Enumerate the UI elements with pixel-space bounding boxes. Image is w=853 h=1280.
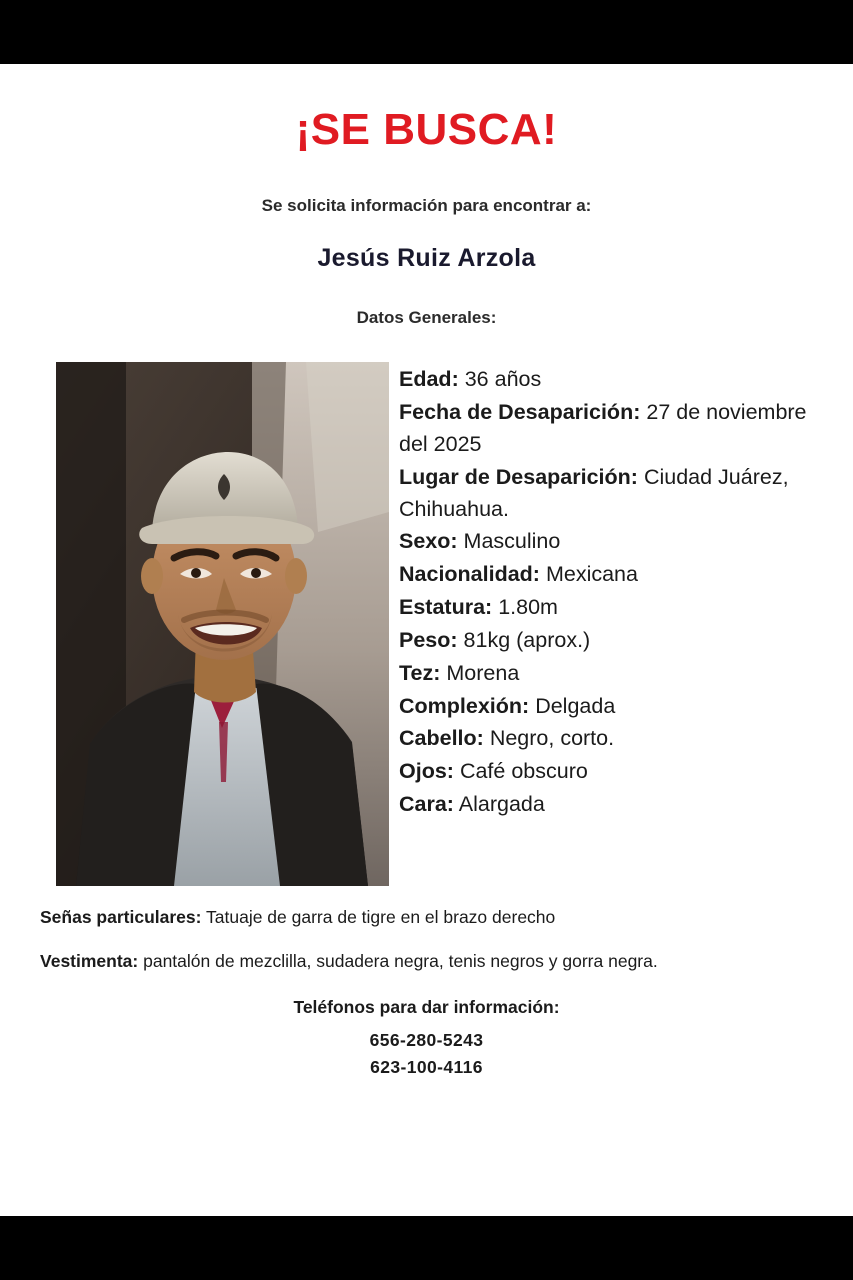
phones-title: Teléfonos para dar información: [293,996,560,1017]
detail-row [399,364,813,396]
detail-label: Lugar de Desaparición: [399,464,638,489]
detail-value: Café obscuro [459,759,588,784]
detail-label: Ojos: [399,759,454,784]
detail-value: 1.80m [498,595,558,620]
detail-value: Morena [446,660,520,685]
detail-label: Cabello: [399,726,484,751]
detail-label: Cara: [399,791,454,816]
note-label: Vestimenta: [40,950,139,971]
page-title: ¡SE BUSCA! [295,105,558,154]
detail-label: Edad: [399,367,459,392]
detail-row [399,526,813,558]
detail-row [399,658,813,690]
poster-body [40,362,813,886]
detail-row [399,789,813,821]
photo-container [40,362,373,886]
detail-value: 36 años [464,367,542,392]
phone-number-1[interactable]: 656-280-5243 [369,1029,484,1050]
details-list [373,362,813,821]
detail-label: Nacionalidad: [399,562,540,587]
detail-row [399,462,813,526]
note-clothing [40,948,813,975]
detail-value: 27 de noviembre del 2025 [399,400,807,457]
detail-label: Peso: [399,627,458,652]
detail-value: Ciudad Juárez, Chihuahua. [399,464,789,521]
detail-value: 81kg (aprox.) [463,627,591,652]
detail-value: Negro, corto. [489,726,615,751]
detail-value: Delgada [535,693,616,718]
detail-value: Masculino [463,529,561,554]
detail-row [399,592,813,624]
poster-sheet [0,64,853,1216]
note-value: Tatuaje de garra de tigre en el brazo derecho [206,907,556,928]
detail-label: Sexo: [399,529,458,554]
detail-label: Complexión: [399,693,530,718]
detail-row [399,625,813,657]
detail-row [399,756,813,788]
poster-subhead: Se solicita información para encontrar a: [261,196,592,216]
detail-value: Alargada [458,791,545,816]
detail-label: Estatura: [399,595,493,620]
missing-person-photo [56,362,389,886]
detail-value: Mexicana [545,562,638,587]
detail-row [399,397,813,461]
detail-row [399,723,813,755]
phone-number-2[interactable]: 623-100-4116 [370,1056,483,1077]
note-marks [40,904,813,931]
note-label: Señas particulares: [40,907,202,928]
detail-row [399,691,813,723]
note-value: pantalón de mezclilla, sudadera negra, tenis negros y gorra negra. [143,950,658,971]
notes-section [40,904,813,974]
general-data-label: Datos Generales: [356,308,497,328]
detail-row [399,559,813,591]
detail-label: Tez: [399,660,441,685]
missing-person-name: Jesús Ruiz Arzola [317,244,536,273]
detail-label: Fecha de Desaparición: [399,400,641,425]
